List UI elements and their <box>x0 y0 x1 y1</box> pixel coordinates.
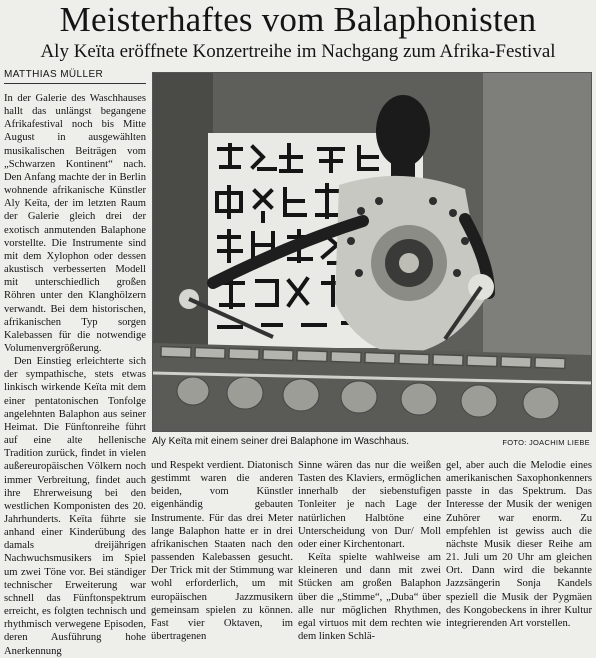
paragraph: gel, aber auch die Melodie eines amerikanischen Saxophonkenners passte in das Spektrum. Das Interesse der Musik der wenigen Zuhörer war enorm. Zu empfehlen ist gewiss auch die nächste Musik dieser Reihe am 21. Juli um 20 Uhr am gleichen Ort. Dann wird die bekannte Jazzsängerin Sonja Kandels speziell die Musik der Pygmäen des Kongobeckens in ihrer Kultur integrierenden Art vorstellen. <box>446 460 592 629</box>
paragraph: In der Galerie des Waschhauses hallt das unlängst begangene Afrikafestival noch bis Mitte August in ausgewählten musikalischen Beiträgen vom „Schwarzen Kontinent“ nach. Den Anfang machte der in Berlin wohnende afrikanische Künstler Aly Keïta, der im letzten Raum der Galerie gleich drei der exotisch anmutenden Balaphone vorstellte. Die Instrumente sind mit dem Xylophon oder dessen akustisch verbesserten Modell mit unterschiedlich großen Röhren unter den Klanghölzern verwandt. Bei dem historischen, afrikanischen Typ sorgen Kalebassen für die notwendige Volumenvergrößerung. <box>4 93 146 354</box>
paragraph: Den Einstieg erleichterte sich der sympathische, stets etwas linkisch wirkende Keïta mit dem einer pentatonischen Tonfolge angelehnten Balaphon aus seiner Heimat. Die Fünftonreihe führt auf eine alte hellenische Tradition zurück, findet in vielen außereuropäischen Völkern noch immer Verbreitung, findet auch ihre Ehrerweisung bei den westlichen Komponisten des 20. Jahrhunderts. Keïta führte sie anhand einer Kinderübung des damals dreijährigen Nachwuchsmusikers im Spiel um zwei Töne vor. Bei ständiger technischer Erweiterung war schnell das Fünftonspektrum erreicht, es folgten technisch und rhythmisch verwegene Episoden, deren Ausführung hohe Anerkennung <box>4 356 146 657</box>
photo-caption: Aly Keïta mit einem seiner drei Balaphone im Waschhaus. <box>152 436 409 447</box>
article-photo <box>152 72 592 432</box>
photo-balaphone-player <box>153 73 591 431</box>
headline: Meisterhaftes vom Balaphonisten <box>59 0 537 39</box>
text-column-2 <box>151 459 293 643</box>
paragraph: und Respekt verdient. Diatonisch gestimmt waren die anderen beiden, vom Künstler eigenhändig gebauten Instrumente. Für das drei Meter lange Balaphon hatte er in drei afrikanischen Staaten nach den passenden Kalebassen gesucht. Der Trick mit der Stimmung war wohl erforderlich, um mit europäischen Jazzmusikern gemeinsam spielen zu können. Fast vier Oktaven, im übertragenen <box>151 460 293 643</box>
paragraph: Keïta spielte wahlweise am kleineren und dann mit zwei Stücken am großen Balaphon über die „Stimme“, „Duba“ über alle nur möglichen Rhythmen, egal virtuos mit dem rechten wie dem linken Schlä- <box>298 552 441 643</box>
text-column-4 <box>446 459 592 631</box>
text-column-1 <box>4 92 146 657</box>
author-byline: MATTHIAS MÜLLER <box>4 69 104 80</box>
text-column-3 <box>298 459 441 643</box>
byline-rule <box>4 83 146 84</box>
paragraph: Sinne wären das nur die weißen Tasten des Klaviers, ermöglichen innerhalb der siebenstufigen Tonleiter je nach Lage der natürlichen Halbtöne eine Unterscheidung von Dur/ Moll oder einer Kirchentonart. <box>298 460 441 550</box>
photo-credit: FOTO: JOACHIM LIEBE <box>502 438 590 447</box>
subheadline: Aly Keïta eröffnete Konzertreihe im Nachgang zum Afrika-Festival <box>40 41 556 62</box>
